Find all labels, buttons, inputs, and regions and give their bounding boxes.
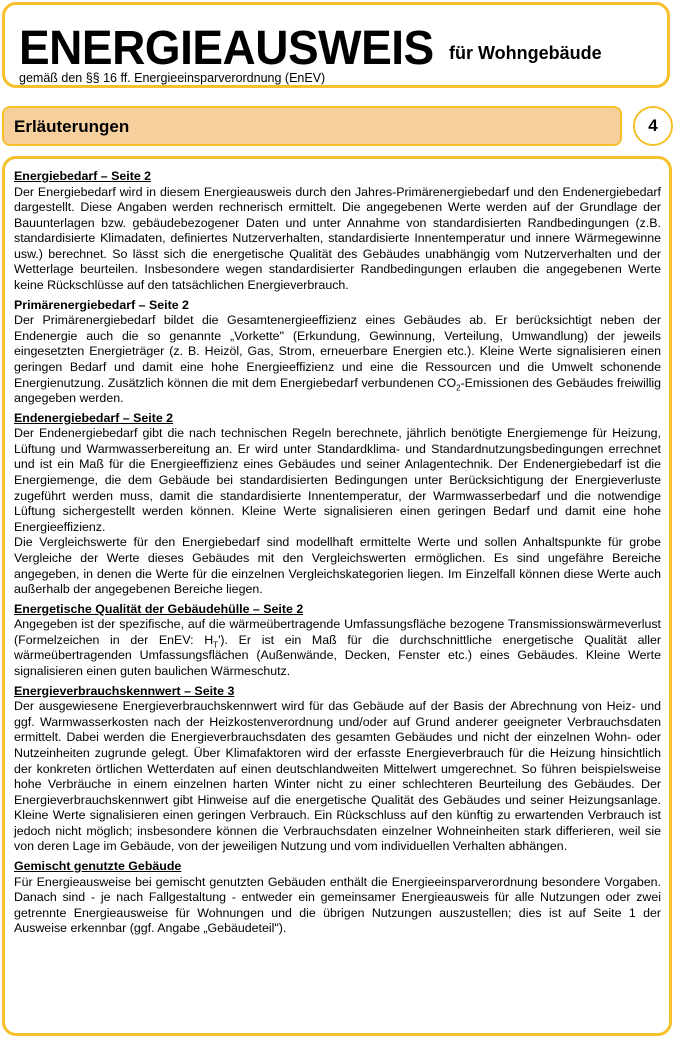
section-text: Der Primärenergiebedarf bildet die Gesamtenergieeffizienz eines Gebäudes ab. Er berücksichtigt neben der Endenergie auch die so genannte „Vorkette" (Erkundung, Gewinnung, Verteilung, Umwandlung) der jeweils eingesetzten Energieträger (z. B. Heizöl, Gas, Strom, erneuerbare Energien etc.). Kleine Werte signalisieren einen geringen Bedarf und damit eine hohe Energieeffizienz und eine die Ressourcen und die Umwelt schonende Energienutzung. Zusätzlich können die mit dem Energiebedarf verbundenen $CO_2$-Emissionen des Gebäudes freiwillig angegeben werden. bbox=[14, 313, 661, 406]
section-heading: Energiebedarf – Seite 2 bbox=[14, 169, 152, 183]
section-text: Für Energieausweise bei gemischt genutzten Gebäuden enthält die Energieeinsparverordnung besondere Vorgaben. Danach sind - je nach Fallgestaltung - entweder ein gemeinsamer Energieausweis für alle Nutzungen oder zwei getrennte Energieausweise für Wohnungen und die übrigen Nutzungen auszustellen; dies ist auf Seite 1 der Ausweise erkennbar (ggf. Angabe „Gebäudeteil"). bbox=[14, 874, 661, 936]
section-text: Der Energiebedarf wird in diesem Energieausweis durch den Jahres-Primärenergiebedarf und den Endenergiebedarf dargestellt. Diese Angaben werden rechnerisch ermittelt. Die angegebenen Werte werden auf der Grundlage der Bauunterlagen bzw. gebäudebezogener Daten und unter Annahme von standardisierten Randbedingungen (z.B. standardisierte Klimadaten, definiertes Nutzerverhalten, standardisierte Innentemperatur und innere Wärmegewinne usw.) berechnet. So lässt sich die energetische Qualität des Gebäudes unabhängig vom Nutzerverhalten und der Wetterlage beurteilen. Insbesondere wegen standardisierter Randbedingungen erlauben die angegebenen Werte keine Rückschlüsse auf den tatsächlichen Energieverbrauch. bbox=[14, 184, 661, 293]
page-number: 4 bbox=[633, 106, 673, 146]
section-text: Angegeben ist der spezifische, auf die wärmeübertragende Umfassungsfläche bezogene Transmissionswärmeverlust (Formelzeichen in der EnEV: $H_T'$). Er ist ein Maß für die durchschnittliche energetische Qualität aller wärmeübertragenden Umfassungsflächen (Außenwände, Decken, Fenster etc.) eines Gebäudes. Kleine Werte signalisieren einen guten baulichen Wärmeschutz. bbox=[14, 617, 661, 679]
section-energieverbrauchskennwert bbox=[14, 684, 661, 855]
section-heading: Primärenergiebedarf – Seite 2 bbox=[14, 297, 189, 312]
document-title: ENERGIEAUSWEIS bbox=[19, 19, 434, 75]
section-text-comparison: Die Vergleichswerte für den Energiebedarf sind modellhaft ermittelte Werte und sollen Anhaltspunkte für grobe Vergleiche der Werte dieses Gebäudes mit den Vergleichswerten ermöglichen. Es sind ungefähre Bereiche angegeben, in denen die Werte für die einzelnen Vergleichskategorien liegen. Im Einzelfall können diese Werte auch außerhalb der angegebenen Bereiche liegen. bbox=[14, 535, 661, 597]
section-text: Der Endenergiebedarf gibt die nach technischen Regeln berechnete, jährlich benötigte Energiemenge für Heizung, Lüftung und Warmwasserbereitung an. Er wird unter Standardklima- und Standardnutzungsbedingungen errechnet und ist ein Maß für die Energieeffizienz eines Gebäudes und seiner Anlagentechnik. Der Endenergiebedarf ist die Energiemenge, die dem Gebäude bei standardisierten Bedingungen unter Berücksichtigung der Energieverluste zugeführt werden muss, damit die standardisierte Innentemperatur, der Warmwasserbedarf und die notwendige Lüftung sichergestellt werden können. Kleine Werte signalisieren einen geringen Bedarf und damit eine hohe Energieeffizienz. bbox=[14, 426, 661, 534]
section-text: Der ausgewiesene Energieverbrauchskennwert wird für das Gebäude auf der Basis der Abrechnung von Heiz- und ggf. Warmwasserkosten nach der Heizkostenverordnung und/oder auf Grund anderer geeigneter Verbrauchsdaten ermittelt. Dabei werden die Energieverbrauchsdaten des gesamten Gebäudes und nicht der einzelnen Wohn- oder Nutzeinheiten zugrunde gelegt. Über Klimafaktoren wird der erfasste Energieverbrauch für die Heizung hinsichtlich der konkreten örtlichen Wetterdaten auf einen deutschlandweiten Mittelwert umgerechnet. So führen beispielsweise hohe Verbräuche in einem einzelnen harten Winter nicht zu einer schlechteren Beurteilung des Gebäudes. Der Energieverbrauchskennwert gibt Hinweise auf die energetische Qualität des Gebäudes und seiner Heizungsanlage. Kleine Werte signalisieren einen geringen Verbrauch. Ein Rückschluss auf den künftig zu erwartenden Verbrauch ist jedoch nicht möglich; insbesondere können die Verbrauchsdaten einzelner Wohneinheiten stark differieren, weil sie von deren Lage im Gebäude, von der jeweiligen Nutzung und vom individuellen Verhalten abhängen. bbox=[14, 699, 661, 854]
section-heading: Gemischt genutzte Gebäude bbox=[14, 859, 182, 874]
section-heading: Energieverbrauchskennwert – Seite 3 bbox=[14, 683, 235, 698]
header-box bbox=[2, 2, 670, 88]
section-endenergiebedarf bbox=[14, 411, 661, 598]
legal-basis: gemäß den §§ 16 ff. Energieeinsparverordnung (EnEV) bbox=[19, 71, 326, 85]
section-energiebedarf bbox=[14, 169, 661, 294]
section-heading: Energetische Qualität der Gebäudehülle – Seite 2 bbox=[14, 601, 304, 616]
section-gemischt-genutzt bbox=[14, 859, 661, 937]
document-subtitle: für Wohngebäude bbox=[449, 43, 602, 63]
section-bar bbox=[2, 106, 622, 146]
section-gebaeudehuelle bbox=[14, 602, 661, 680]
content-box bbox=[2, 156, 672, 1036]
section-heading: Endenergiebedarf – Seite 2 bbox=[14, 410, 174, 425]
section-primaerenergiebedarf bbox=[14, 298, 661, 407]
section-title: Erläuterungen bbox=[14, 117, 130, 136]
